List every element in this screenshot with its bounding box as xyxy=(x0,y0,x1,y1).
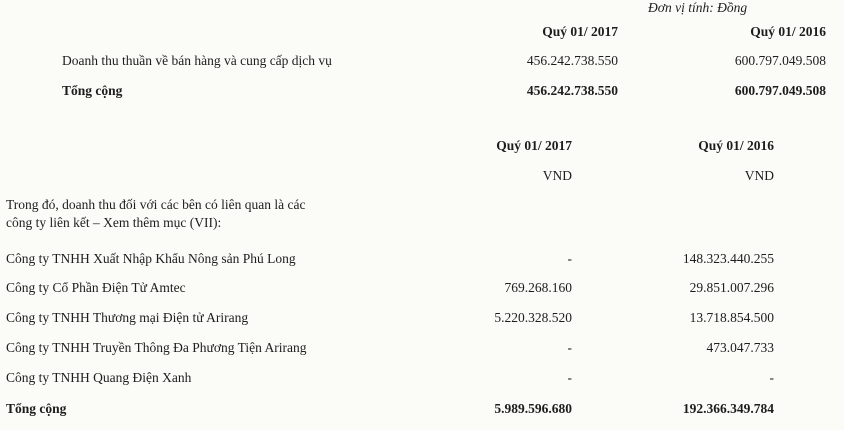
table2-total-label: Tổng cộng xyxy=(6,401,67,416)
table2-row-value-2017: 769.268.160 xyxy=(504,280,572,295)
table2-row-value-2017: 5.220.328.520 xyxy=(494,310,572,325)
table1-header-2016: Quý 01/ 2016 xyxy=(750,24,826,39)
table2-header-2017: Quý 01/ 2017 xyxy=(496,138,572,153)
table2-intro-line1: Trong đó, doanh thu đối với các bên có liên quan là các xyxy=(6,197,306,212)
table2-row-label: Công ty TNHH Quang Điện Xanh xyxy=(6,370,192,385)
table2-row-value-2016: - xyxy=(769,370,774,385)
table2-row-label: Công ty TNHH Truyền Thông Đa Phương Tiện Arirang xyxy=(6,340,307,355)
table2-row-label: Công ty TNHH Xuất Nhập Khẩu Nông sản Phú Long xyxy=(6,251,296,266)
table2-row-value-2016: 13.718.854.500 xyxy=(689,310,774,325)
table1-total-value-2017: 456.242.738.550 xyxy=(526,83,618,98)
unit-note: Đơn vị tính: Đồng xyxy=(648,0,748,15)
table2-currency-2016: VND xyxy=(744,168,774,183)
table1-row-value-2016: 600.797.049.508 xyxy=(734,53,826,68)
table1-total-label: Tổng cộng xyxy=(62,83,123,98)
table2-row-value-2017: - xyxy=(567,340,572,355)
table2-row-label: Công ty TNHH Thương mại Điện tử Arirang xyxy=(6,310,249,325)
table2-row-value-2016: 29.851.007.296 xyxy=(689,280,774,295)
table2-row-value-2017: - xyxy=(567,370,572,385)
table2-currency-2017: VND xyxy=(542,168,572,183)
table2-total-value-2016: 192.366.349.784 xyxy=(682,401,774,416)
table2-row-label: Công ty Cổ Phần Điện Tử Amtec xyxy=(6,280,186,295)
table2-header-2016: Quý 01/ 2016 xyxy=(698,138,774,153)
table2-row-value-2017: - xyxy=(567,251,572,266)
table2-row-value-2016: 148.323.440.255 xyxy=(682,251,774,266)
table2-row-value-2016: 473.047.733 xyxy=(706,340,774,355)
table2-intro-line2: công ty liên kết – Xem thêm mục (VII): xyxy=(6,215,222,230)
table2-total-value-2017: 5.989.596.680 xyxy=(494,401,572,416)
table1-total-value-2016: 600.797.049.508 xyxy=(734,83,826,98)
table1-header-2017: Quý 01/ 2017 xyxy=(542,24,618,39)
table1-row-label: Doanh thu thuần về bán hàng và cung cấp dịch vụ xyxy=(62,53,332,68)
table1-row-value-2017: 456.242.738.550 xyxy=(526,53,618,68)
